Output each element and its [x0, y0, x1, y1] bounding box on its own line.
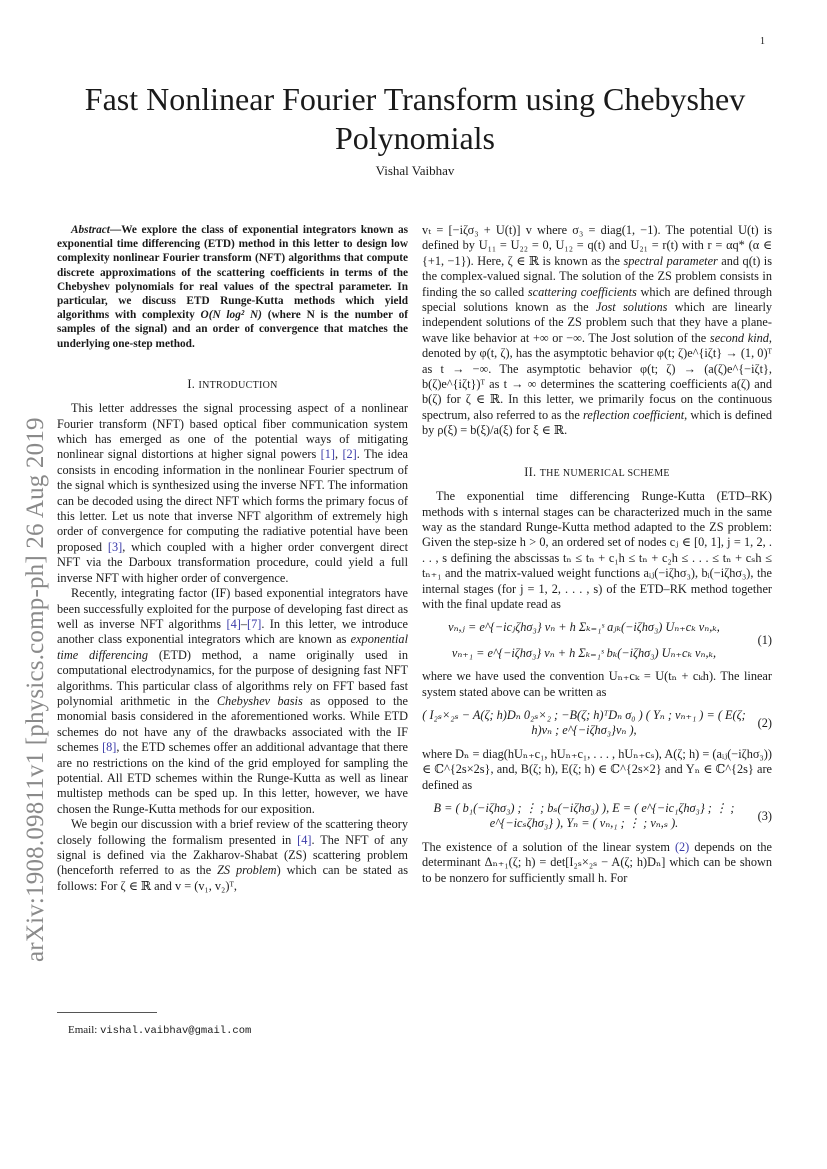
footnote-rule	[57, 1012, 157, 1013]
scheme-paragraph-3: where Dₙ = diag(hUₙ₊c₁, hUₙ₊c₁, . . . , hUₙ₊cₛ), A(ζ; h) = (aᵢⱼ(−iζhσ₃)) ∈ ℂ^{2s×2s}, and, B(ζ; h), E(ζ; h) ∈ ℂ^{2s×2} and Υₙ ∈ ℂ^{2s} are defined as	[422, 746, 772, 792]
equation-3-body: B = ( b₁(−iζhσ₃) ; ⋮ ; bₛ(−iζhσ₃) ), E = ( e^{−ic₁ζhσ₃} ; ⋮ ; e^{−icₛζhσ₃} ), Υₙ = ( vₙ,₁ ; ⋮ ; vₙ,ₛ ).	[433, 801, 735, 831]
equation-1-line-1: vₙ,ⱼ = e^{−icⱼζhσ₃} vₙ + h Σₖ₌₁ˢ aⱼₖ(−iζhσ₃) Uₙ₊cₖ vₙ,ₖ,	[448, 620, 720, 635]
citation-link[interactable]: [8]	[102, 740, 117, 755]
citation-link[interactable]: [2]	[342, 447, 357, 462]
equation-1-line-2: vₙ₊₁ = e^{−iζhσ₃} vₙ + h Σₖ₌₁ˢ bₖ(−iζhσ₃) Uₙ₊cₖ vₙ,ₖ,	[451, 645, 717, 660]
equation-3	[422, 801, 772, 832]
abstract-lead: Abstract	[71, 224, 110, 236]
arxiv-stamp: arXiv:1908.09811v1 [physics.comp-ph] 26 Aug 2019	[22, 417, 49, 962]
left-column	[57, 223, 408, 894]
section-heading-numerical-scheme: II. THE NUMERICAL SCHEME	[524, 464, 670, 479]
footnote-email: Email: vishal.vaibhav@gmail.com	[68, 1024, 252, 1037]
equation-number: (3)	[757, 808, 772, 823]
scheme-paragraph-2: where we have used the convention Uₙ₊cₖ = U(tₙ + cₖh). The linear system stated above can be written as	[422, 669, 772, 699]
citation-link[interactable]: [4]	[297, 832, 312, 847]
email-address[interactable]: vishal.vaibhav@gmail.com	[100, 1025, 252, 1037]
right-column	[422, 223, 772, 886]
scheme-paragraph-1: The exponential time differencing Runge-Kutta (ETD–RK) methods with s internal stages can be characterized much in the same way as the standard Runge-Kutta method adapted to the ZS problem: Given the step-size h > 0, an ordered set of nodes cⱼ ∈ [0, 1], j = 1, 2, . . . , s defining the abscissas tₙ ≤ tₙ + c₁h ≤ tₙ + c₂h ≤ . . . ≤ tₙ + cₛh ≤ tₙ₊₁ and the matrix-valued weight functions aᵢⱼ(−iζhσ₃), bᵢ(−iζhσ₃), the internal stages (for j = 1, 2, . . . , s) of the ETD–RK method together with the final update read as	[422, 489, 772, 611]
citation-link[interactable]: [3]	[107, 539, 123, 554]
equation-1	[422, 620, 772, 661]
zs-paragraph: vₜ = [−iζσ₃ + U(t)] v where σ₃ = diag(1, −1). The potential U(t) is defined by U₁₁ = U₂₂ = 0, U₁₂ = q(t) and U₂₁ = r(t) with r = αq* (α ∈ {+1, −1}). Here, ζ ∈ ℝ is known as the spectral parameter and q(t) is the complex-valued signal. The solution of the ZS problem consists in finding the so called scattering coefficients which are defined through special solutions known as the Jost solutions which are linearly independent solutions of the ZS problem such that they have a plane-wave like behavior at +∞ or −∞. The Jost solution of the second kind, denoted by φ(t, ζ), has the asymptotic behavior φ(t; ζ)e^{iζt} → (1, 0)ᵀ as t → −∞. The asymptotic behavior φ(t; ζ) → (a(ζ)e^{−iζt}, b(ζ)e^{iζt})ᵀ as t → ∞ determines the scattering coefficients a(ζ) and b(ζ) for ζ ∈ ℝ. In this letter, we primarily focus on the continuous spectrum, also referred to as the reflection coefficient, which is defined by ρ(ξ) = b(ξ)/a(ξ) for ξ ∈ ℝ.	[422, 223, 773, 438]
scheme-paragraph-4: The existence of a solution of the linear system (2) depends on the determinant Δₙ₊₁(ζ; h) = det[I₂ₛ×₂ₛ − A(ζ; h)Dₙ] which can be shown to be nonzero for sufficiently small h. For	[422, 839, 773, 885]
equation-2-body: ( I₂ₛ×₂ₛ − A(ζ; h)Dₙ 0₂ₛ×₂ ; −B(ζ; h)ᵀDₙ σ₀ ) ( Υₙ ; vₙ₊₁ ) = ( E(ζ; h)vₙ ; e^{−iζhσ₃}vₙ ),	[422, 707, 746, 738]
intro-paragraph-1: This letter addresses the signal processing aspect of a nonlinear Fourier transform (NFT) based optical fiber communication system which has emerged as one of the potential ways of mitigating nonlinear signal distortions at higher signal powers [1], [2]. The idea consists in encoding information in the nonlinear Fourier spectrum of the signal which is synthesized using the inverse NFT. The information can be decoded using the direct NFT which forms the primary focus of this letter. Let us note that inverse NFT algorithm of extremely high order of convergence for computing the radiative potential have been proposed [3], which coupled with a higher order convergent direct NFT via the Darboux transformation procedure, could yield a full inverse NFT with higher order of convergence.	[57, 401, 409, 585]
citation-link[interactable]: [4]	[226, 616, 241, 631]
page-number: 1	[760, 36, 765, 47]
equation-link[interactable]: (2)	[674, 839, 690, 854]
intro-paragraph-2: Recently, integrating factor (IF) based exponential integrators have been successfully exploited for the purpose of developing fast direct as well as inverse NFT algorithms [4]–[7]. In this letter, we introduce another class exponential integrators which are known as exponential time differencing (ETD) method, a name originally used in computational electrodynamics, for the purpose of designing fast NFT algorithms. This particular class of algorithms rely on FFT based fast polynomial arithmetic in the Chebyshev basis as opposed to the monomial basis considered in the aforementioned works. While ETD schemes do not have any of the drawbacks associated with the IF schemes [8], the ETD schemes offer an additional advantage that there are no restrictions on the kind of the grid employed for sampling the potential. All ETD schemes within the Runge-Kutta as well as linear multistep methods can be sped up. In this letter, however, we have chosen the Runge-Kutta methods for our exposition.	[57, 586, 409, 816]
abstract: Abstract—We explore the class of exponential integrators known as exponential time differencing (ETD) method in this letter to design low complexity nonlinear Fourier transform (NFT) algorithms that compute discrete approximations of the scattering coefficients in terms of the Chebyshev polynomials for real values of the spectral parameter. In particular, we discuss ETD Runge-Kutta methods which yield algorithms with complexity O(N log² N) (where N is the number of samples of the signal) and an order of convergence that matches the underlying one-step method.	[57, 224, 409, 350]
paper-title: Fast Nonlinear Fourier Transform using Chebyshev Polynomials	[84, 81, 746, 156]
paper-author: Vishal Vaibhav	[375, 163, 455, 178]
equation-number: (2)	[757, 715, 772, 730]
intro-paragraph-3: We begin our discussion with a brief review of the scattering theory closely following the formalism presented in [4]. The NFT of any signal is defined via the Zakharov-Shabat (ZS) scattering problem (henceforth referred to as the ZS problem) which can be stated as follows: For ζ ∈ ℝ and v = (v₁, v₂)ᵀ,	[57, 817, 409, 893]
equation-2	[422, 708, 772, 739]
equation-number: (1)	[757, 633, 772, 648]
section-heading-introduction: I. INTRODUCTION	[187, 376, 278, 391]
citation-link[interactable]: [7]	[247, 616, 262, 631]
citation-link[interactable]: [1]	[320, 447, 335, 462]
